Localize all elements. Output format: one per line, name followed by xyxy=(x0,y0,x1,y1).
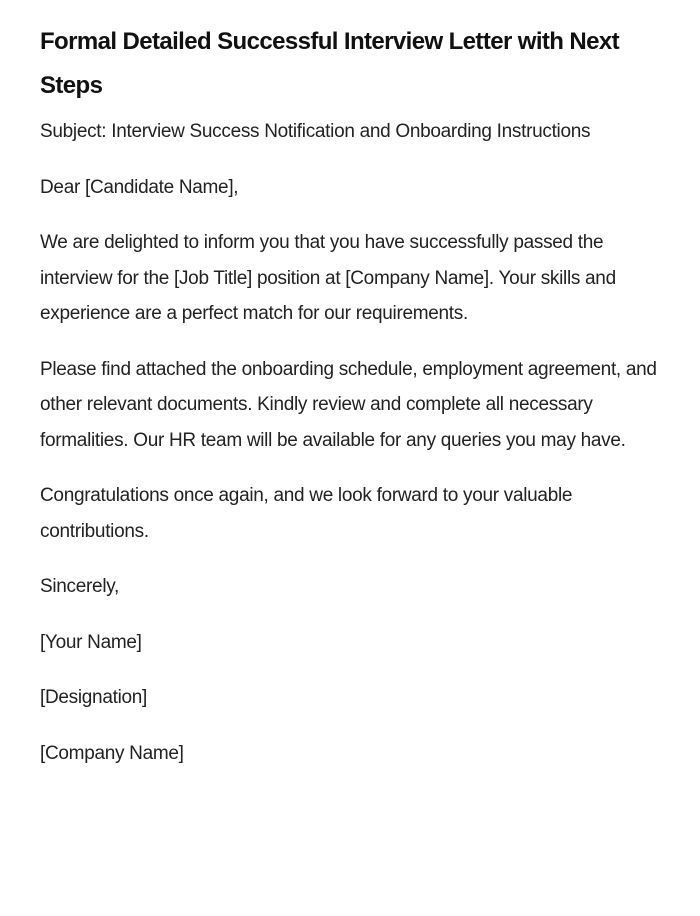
signature-company: [Company Name] xyxy=(40,742,184,764)
body-paragraph: Please find attached the onboarding schedule, employment agreement, and other relevant documents. Kindly review and complete all necessary formalities. Our HR team will be available for any queries you may have. xyxy=(40,358,657,451)
closing: Sincerely, xyxy=(40,576,120,597)
document-title: Formal Detailed Successful Interview Letter with Next Steps xyxy=(40,28,620,99)
body-paragraph: Congratulations once again, and we look forward to your valuable contributions. xyxy=(40,485,573,542)
body-paragraph: We are delighted to inform you that you have successfully passed the interview for the [Job Title] position at [Company Name]. Your skills and experience are a perfect match for our requirements. xyxy=(40,232,616,324)
signature-designation: [Designation] xyxy=(40,687,148,708)
salutation: Dear [Candidate Name], xyxy=(40,176,239,198)
signature-name: [Your Name] xyxy=(40,631,142,653)
subject-line: Subject: Interview Success Notification and Onboarding Instructions xyxy=(40,121,591,142)
